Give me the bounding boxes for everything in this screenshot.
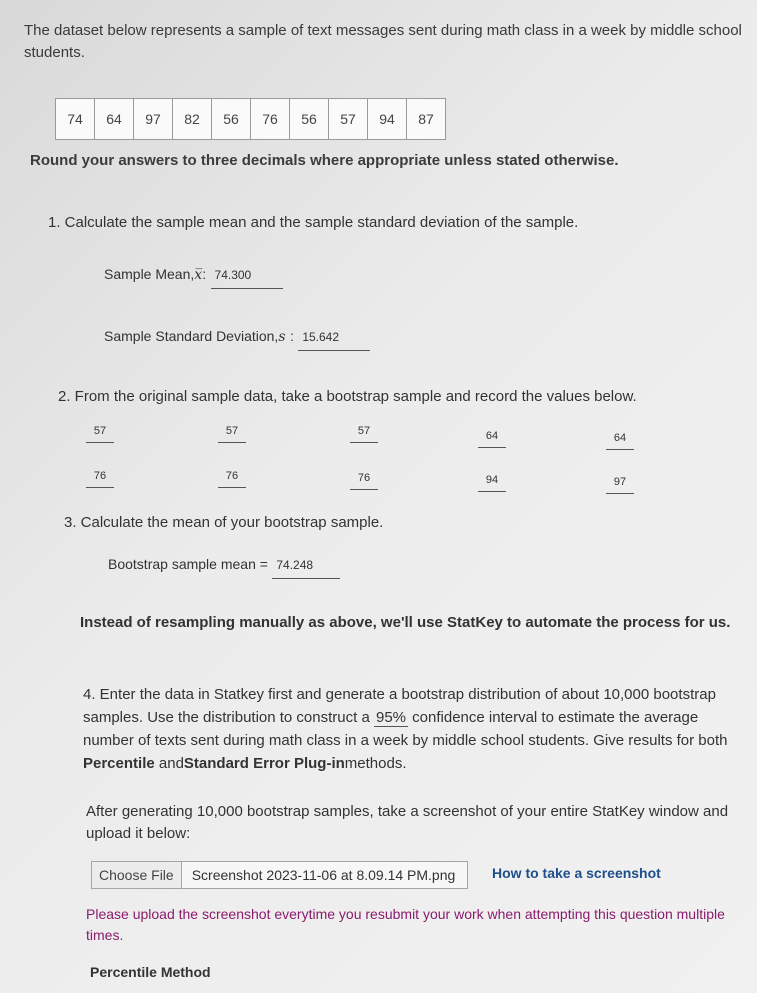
sample-sd-input[interactable]: 15.642: [298, 330, 370, 351]
sample-sd-symbol: s: [278, 329, 286, 345]
intro-text: The dataset below represents a sample of text messages sent during math class in a week by middle school students.: [24, 22, 742, 61]
dataset-cell: 94: [368, 99, 407, 139]
dataset-cell: 64: [95, 99, 134, 139]
bootstrap-value-input[interactable]: 97: [606, 476, 634, 494]
dataset-cell: 76: [251, 99, 290, 139]
dataset-cell: 82: [173, 99, 212, 139]
dataset-cell: 87: [418, 111, 434, 127]
rounding-instruction: Round your answers to three decimals where appropriate unless stated otherwise.: [30, 152, 619, 169]
bootstrap-value-input[interactable]: 94: [478, 474, 506, 492]
bootstrap-value-input[interactable]: 64: [606, 432, 634, 450]
dataset-cell: 74: [56, 99, 95, 139]
file-chooser: [91, 861, 468, 889]
how-to-screenshot-link[interactable]: How to take a screenshot: [492, 865, 661, 881]
dataset-table: [55, 98, 446, 140]
bootstrap-value-input[interactable]: 57: [86, 425, 114, 443]
question-4: [83, 683, 743, 775]
bootstrap-value-input[interactable]: 76: [218, 470, 246, 488]
statkey-intro: Instead of resampling manually as above, we'll use StatKey to automate the process for us.: [80, 614, 731, 631]
bootstrap-value-input[interactable]: 76: [350, 472, 378, 490]
question-4-text-1: 4. Enter the data in Statkey first and generate a bootstrap distribution of about 10,000 bootstrap samples. Use the distribution to construct a: [83, 686, 716, 726]
question-1: 1. Calculate the sample mean and the sample standard deviation of the sample.: [48, 214, 579, 231]
bootstrap-mean-input[interactable]: 74.248: [272, 558, 340, 579]
percentile-method-heading: Percentile Method: [90, 964, 211, 980]
dataset-cell: 97: [134, 99, 173, 139]
bootstrap-value-input[interactable]: 64: [478, 430, 506, 448]
sample-sd-label: Sample Standard Deviation,: [104, 328, 279, 344]
sample-mean-label: Sample Mean,: [104, 266, 195, 282]
upload-note: Please upload the screenshot everytime you resubmit your work when attempting this question multiple times.: [86, 906, 725, 943]
dataset-cell: 56: [290, 99, 329, 139]
standard-error-bold: Standard Error Plug-in: [183, 755, 345, 772]
question-3: 3. Calculate the mean of your bootstrap sample.: [64, 514, 384, 531]
question-4-text-3: methods.: [344, 755, 407, 772]
selected-file-name: Screenshot 2023-11-06 at 8.09.14 PM.png: [191, 867, 456, 883]
confidence-level-input[interactable]: 95%: [375, 709, 407, 726]
sample-sd-colon: :: [289, 328, 294, 344]
sample-mean-input[interactable]: 74.300: [211, 268, 283, 289]
dataset-cell: 57: [329, 99, 368, 139]
upload-instruction: After generating 10,000 bootstrap samples, take a screenshot of your entire StatKey window and upload it below:: [86, 803, 729, 842]
sample-sd-row: [104, 328, 370, 351]
question-2: 2. From the original sample data, take a bootstrap sample and record the values below.: [58, 388, 637, 405]
bootstrap-value-input[interactable]: 76: [86, 470, 114, 488]
bootstrap-value-input[interactable]: 57: [218, 425, 246, 443]
dataset-cell: 56: [212, 99, 251, 139]
bootstrap-mean-label: Bootstrap sample mean =: [108, 556, 268, 572]
bootstrap-value-input[interactable]: 57: [350, 425, 378, 443]
question-4-text-2: confidence interval to estimate the average number of texts sent during math class in a week by middle school students. Give results for both: [83, 709, 728, 749]
bootstrap-mean-row: [108, 556, 340, 579]
percentile-bold: Percentile: [83, 755, 155, 772]
question-4-and: and: [154, 755, 184, 772]
sample-mean-symbol: x̅: [194, 267, 203, 283]
sample-mean-row: [104, 266, 283, 289]
choose-file-button[interactable]: Choose File: [92, 862, 182, 888]
sample-mean-colon: :: [202, 266, 207, 282]
